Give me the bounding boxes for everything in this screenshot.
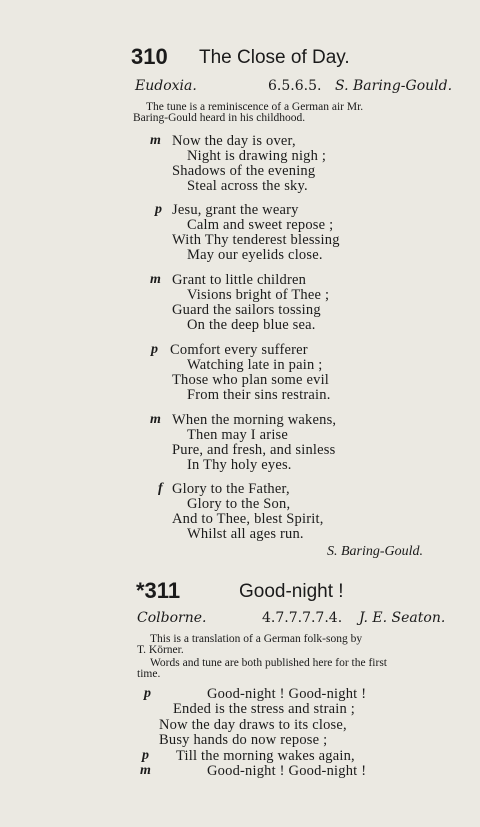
signature: S. Baring-Gould. [327, 544, 424, 559]
verse-line: Now the day is over, [172, 133, 296, 149]
verse-line: Whilst all ages run. [187, 526, 304, 542]
verse-line: Night is drawing nigh ; [187, 148, 327, 164]
author: J. E. Seaton. [359, 610, 446, 626]
verse-line: Pure, and fresh, and sinless [172, 442, 336, 458]
verse-line: Ended is the stress and strain ; [173, 701, 355, 717]
dynamic-mark: m [150, 133, 161, 148]
verse-line: Jesu, grant the weary [172, 202, 299, 218]
dynamic-mark: p [151, 342, 158, 357]
hymn-note-line: time. [137, 668, 161, 680]
hymn-number: 310 [131, 44, 168, 69]
hymn-title: Good-night ! [239, 581, 344, 602]
verse-line: On the deep blue sea. [187, 317, 316, 333]
dynamic-mark: m [150, 272, 161, 287]
meter: 4.7.7.7.7.4. [262, 610, 343, 626]
dynamic-mark: m [140, 763, 151, 778]
hymn-note-line: Baring-Gould heard in his childhood. [133, 112, 306, 124]
tune-name: Colborne. [137, 610, 207, 626]
hymn-title: The Close of Day. [199, 47, 350, 68]
meter: 6.5.6.5. [268, 78, 322, 94]
verse-line: Guard the sailors tossing [172, 302, 321, 318]
hymn-note-line: Words and tune are both published here for the first [150, 657, 387, 669]
verse-line: Till the morning wakes again, [176, 748, 355, 764]
dynamic-mark: p [142, 748, 149, 763]
dynamic-mark: p [144, 686, 151, 701]
verse-line: Comfort every sufferer [170, 342, 308, 358]
verse-line: From their sins restrain. [187, 387, 331, 403]
tune-name: Eudoxia. [135, 78, 197, 94]
dynamic-mark: p [155, 202, 162, 217]
verse-line: Good-night ! Good-night ! [207, 763, 367, 779]
verse-line: Good-night ! Good-night ! [207, 686, 367, 702]
verse-line: Now the day draws to its close, [159, 717, 347, 733]
verse-line: Then may I arise [187, 427, 289, 443]
verse-line: Glory to the Father, [172, 481, 290, 497]
dynamic-mark: m [150, 412, 161, 427]
verse-line: May our eyelids close. [187, 247, 323, 263]
hymn-note-line: This is a translation of a German folk-song by [150, 633, 363, 645]
hymn-note-line: The tune is a reminiscence of a German air Mr. [146, 101, 364, 113]
verse-line: And to Thee, blest Spirit, [172, 511, 324, 527]
author: S. Baring-Gould. [335, 78, 453, 94]
verse-line: Shadows of the evening [172, 163, 316, 179]
verse-line: With Thy tenderest blessing [172, 232, 340, 248]
dynamic-mark: f [158, 481, 163, 496]
verse-line: Watching late in pain ; [187, 357, 323, 373]
verse-line: When the morning wakens, [172, 412, 337, 428]
verse-line: Those who plan some evil [172, 372, 330, 388]
hymn-note-line: T. Körner. [137, 644, 184, 656]
verse-line: Calm and sweet repose ; [187, 217, 334, 233]
verse-line: Grant to little children [172, 272, 307, 288]
verse-line: Glory to the Son, [187, 496, 291, 512]
verse-line: Visions bright of Thee ; [187, 287, 330, 303]
hymn-number: *311 [136, 578, 181, 603]
verse-line: Steal across the sky. [187, 178, 308, 194]
verse-line: Busy hands do now repose ; [159, 732, 328, 748]
verse-line: In Thy holy eyes. [187, 457, 292, 473]
